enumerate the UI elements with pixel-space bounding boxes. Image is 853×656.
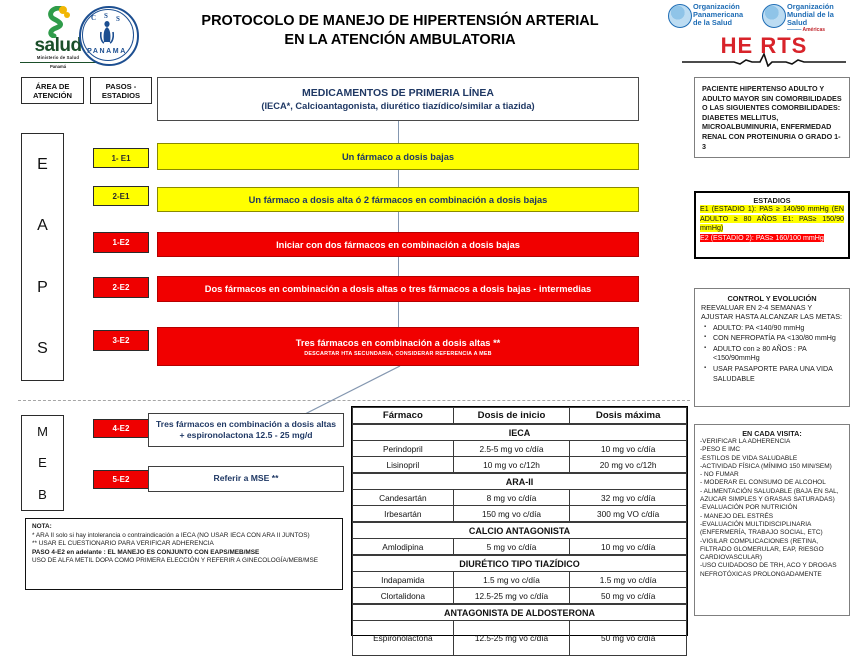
flow-step3-label: Iniciar con dos fármacos en combinación a dosis bajas [276,239,520,250]
css-country-label: PANAMA [87,48,127,55]
dose-max: 300 mg VO c/día [570,506,687,523]
eaps-letter: S [37,340,48,358]
dose-start: 12.5-25 mg vo c/día [453,588,570,605]
paho-line1: Organización [693,2,740,11]
visita-item: -VIGILAR COMPLICACIONES (RETINA, FILTRADO GLOMERULAR, EAP, RIESGO CARDIOVASCULAR) [700,537,824,562]
connector-step1-to-step2 [398,170,399,187]
control-item: ▪ CON NEFROPATÍA PA <130/80 mmHg [713,334,843,344]
flow-box-meb-step4[interactable] [148,413,344,447]
visita-item: -PESO E IMC [700,446,741,454]
panel-control-evolucion [694,288,850,407]
eaps-letter: E [37,155,48,173]
paho-text [693,3,743,28]
flow-box-step1[interactable] [157,143,639,170]
control-item: ▪ ADULTO con ≥ 80 AÑOS : PA <150/90mmHg [713,345,843,364]
table-row [353,572,687,588]
flow-box-first-line-medications[interactable] [157,77,639,121]
page-title-line1: PROTOCOLO DE MANEJO DE HIPERTENSIÓN ARTERIAL [201,13,599,29]
dose-max: 10 mg vo c/día [570,441,687,457]
dose-max: 20 mg vo c/12h [570,457,687,474]
drug-dosage-table [351,406,688,643]
dose-start: 12.5-25 mg vo c/día [453,621,570,656]
paho-line3: de la Salud [693,18,733,28]
step-chip-5-e2[interactable]: 5-E2 [93,470,149,489]
flow-box-step3[interactable] [157,232,639,257]
who-globe-icon [762,4,786,28]
salud-wordmark: salud [34,35,82,56]
connector-step4-to-step5 [398,302,399,327]
drug-name: Amlodipina [353,539,454,556]
ecg-line-icon [682,53,846,67]
nota-title: NOTA: [32,523,52,530]
panel-visita-title: EN CADA VISITA: [742,429,802,438]
column-header-pasos [90,77,152,104]
panel-control-list [701,324,843,385]
table-header-farmaco: Fármaco [353,408,454,425]
visita-item: -ESTILOS DE VIDA SALUDABLE [700,454,798,462]
control-item: ▪ USAR PASAPORTE PARA UNA VIDA SALUDABLE [713,365,843,384]
nota-line-3: PASO 4-E2 en adelante : EL MANEJO ES CONJUNTO CON EAPS/MEB/MSE [32,548,260,556]
dose-max: 50 mg vo c/día [570,588,687,605]
panel-en-cada-visita [694,424,850,616]
table-row [353,441,687,457]
flow-box-step4[interactable] [157,276,639,302]
table-row [353,539,687,556]
page-title-line2: EN LA ATENCIÓN AMBULATORIA [284,32,516,48]
step-chip-3-e2[interactable]: 3-E2 [93,330,149,351]
panel-control-title: CONTROL Y EVOLUCIÓN [727,294,817,303]
css-letter-c: C [91,14,97,22]
caduceus-hands-icon [100,20,114,46]
panel-estadios-title: ESTADIOS [753,196,791,205]
css-panama-logo [75,4,137,64]
meb-letter: M [37,424,48,440]
drug-name: Irbesartán [353,506,454,523]
meb-letter: B [38,486,47,502]
nota-line-4: USO DE ALFA METIL DOPA COMO PRIMERA ELECCIÓN Y REFERIR A GINECOLOGÍA/MEB/MSE [32,557,318,565]
panel-paciente-text: PACIENTE HIPERTENSO ADULTO Y ADULTO MAYOR SIN COMORBILIDADES O LAS SIGUIENTES COMORBILIDADES: DIABETES MELLITUS, MICROALBUMINURIA, ENFERMEDAD RENAL CON PROTEINURIA O GRADO 1-3 [702,84,842,151]
visita-item: -EVALUACIÓN POR NUTRICIÓN [700,504,798,512]
table-row [353,588,687,605]
drug-name: Candesartán [353,490,454,506]
flow-step5-sublabel: DESCARTAR HTA SECUNDARIA, CONSIDERAR REFERENCIA A MEB [304,350,492,357]
drug-name: Lisinopril [353,457,454,474]
group-label-diuretico: DIURÉTICO TIPO TIAZÍDICO [353,555,687,572]
table-group-row [353,424,687,441]
group-label-ara2: ARA-II [353,473,687,490]
panel-estadios-e2: E2 (ESTADIO 2): PAS≥ 160/100 mmHg [700,233,824,242]
table-row [353,457,687,474]
group-label-ieca: IECA [353,424,687,441]
panel-estadios [694,191,850,259]
flow-step4-label: Dos fármacos en combinación a dosis altas o tres fármacos a dosis bajas - intermedias [204,284,592,294]
step-chip-2-e2[interactable]: 2-E2 [93,277,149,298]
panel-estadios-e1: E1 (ESTADIO 1): PAS ≥ 140/90 mmHg (EN ADULTO ≥ 80 AÑOS E1: PAS≥ 150/90 mmHg) [700,205,844,233]
flow-box-meb-step5[interactable] [148,466,344,492]
hearts-wordmark: HE RTS [720,33,808,58]
table-row [353,490,687,506]
panel-paciente-hipertenso [694,77,850,158]
area-column-eaps [21,133,64,381]
drug-name: Espironolactona [353,621,454,656]
dose-start: 5 mg vo c/día [453,539,570,556]
control-item: ▪ ADULTO: PA <140/90 mmHg [713,324,843,334]
table-group-row [353,522,687,539]
group-label-aldosterona: ANTAGONISTA DE ALDOSTERONA [353,604,687,621]
snake-rod-icon [40,6,76,38]
css-letter-s2: S [116,15,120,23]
dose-start: 1.5 mg vo c/día [453,572,570,588]
hearts-logo [676,33,852,67]
paho-globe-icon [668,4,692,28]
step-chip-1-e1[interactable]: 1- E1 [93,148,149,168]
paho-logo [668,3,760,33]
step-chip-2-e1[interactable]: 2-E1 [93,186,149,206]
dose-max: 1.5 mg vo c/día [570,572,687,588]
drug-name: Perindopril [353,441,454,457]
flow-meb2-label: Referir a MSE ** [213,473,279,484]
who-americas-label: ——— Américas [787,27,826,33]
page-header [0,0,853,68]
dose-max: 32 mg vo c/día [570,490,687,506]
visita-item: - MODERAR EL CONSUMO DE ALCOHOL [700,479,826,487]
flow-box-step2[interactable] [157,187,639,212]
panel-control-intro: REEVALUAR EN 2-4 SEMANAS Y AJUSTAR HASTA ALCANZAR LAS METAS: [701,303,842,322]
table-group-row [353,555,687,572]
salud-country-text: Panamá [20,62,96,69]
drug-name: Clortalidona [353,588,454,605]
column-header-pasos-label: PASOS - ESTADIOS [101,81,141,100]
flow-box-step5[interactable] [157,327,639,366]
eaps-letter: A [37,217,48,235]
nota-box [25,518,343,590]
section-divider [18,400,690,401]
nota-line-2: ** USAR EL CUESTIONARIO PARA VERIFICAR ADHERENCIA [32,540,214,548]
dose-max: 50 mg vo c/día [570,621,687,656]
dose-start: 8 mg vo c/día [453,490,570,506]
group-label-calcio: CALCIO ANTAGONISTA [353,522,687,539]
dose-max: 10 mg vo c/día [570,539,687,556]
css-letter-s1: S [104,12,108,20]
who-line1: Organización [787,2,834,11]
paho-line2: Panamericana [693,10,744,20]
visita-item: -USO CUIDADOSO DE TRH, ACO Y DROGAS NEFROTÓXICAS PROLONGADAMENTE [700,562,837,578]
eaps-letter: P [37,278,48,296]
dose-start: 10 mg vo c/12h [453,457,570,474]
table-group-row [353,473,687,490]
dose-start: 150 mg vo c/día [453,506,570,523]
who-logo [762,3,852,35]
flow-step2-label: Un fármaco a dosis alta ó 2 fármacos en combinación a dosis bajas [248,194,548,205]
flow-head-subtitle: (IECA*, Calcioantagonista, diurético tiazídico/similar a tiazida) [261,100,535,111]
visita-item: - ALIMENTACIÓN SALUDABLE (BAJA EN SAL, AZUCAR SIMPLES Y GRASAS SATURADAS) [700,487,839,504]
who-text [787,3,852,28]
step-chip-4-e2[interactable]: 4-E2 [93,419,149,438]
flow-step1-label: Un fármaco a dosis bajas [341,151,455,162]
visita-item: -EVALUACIÓN MULTIDISCIPLINARIA (ENFERMERÍA, TRABAJO SOCIAL, ETC) [700,520,823,537]
table-header-dosis-maxima: Dosis máxima [570,408,687,425]
meb-letter: E [38,455,47,471]
nota-line-1: * ARA II solo si hay intolerancia o contraindicación a IECA (NO USAR IECA CON ARA II JUNTOS) [32,531,310,539]
visita-item: -ACTIVIDAD FÍSICA (MÍNIMO 150 MIN/SEM) [700,462,832,470]
drug-name: Indapamida [353,572,454,588]
salud-ministry-text: Ministerio de Salud [36,55,80,60]
dose-start: 2.5-5 mg vo c/día [453,441,570,457]
connector-head-to-step1 [398,121,399,143]
table-header-row [353,408,687,425]
who-line2: Mundial de la Salud [787,10,834,28]
table-row [353,621,687,656]
flow-step5-label: Tres fármacos en combinación a dosis altas ** [295,337,501,348]
page-title [160,12,640,50]
connector-step3-to-step4 [398,257,399,276]
table-header-dosis-inicio: Dosis de inicio [453,408,570,425]
column-header-area [21,77,84,104]
area-column-meb [21,415,64,511]
connector-step2-to-step3 [398,212,399,232]
table-row [353,506,687,523]
flow-head-title: MEDICAMENTOS DE PRIMERIA LÍNEA [302,86,494,99]
step-chip-1-e2[interactable]: 1-E2 [93,232,149,253]
column-header-area-label: ÁREA DE ATENCIÓN [32,81,73,100]
drug-table [352,407,687,656]
visita-item: - MANEJO DEL ESTRÉS [700,512,774,520]
table-group-row [353,604,687,621]
flow-meb1-label: Tres fármacos en combinación a dosis altas + espironolactona 12.5 - 25 mg/d [155,418,337,440]
visita-item: -VERIFICAR LA ADHERENCIA [700,438,791,445]
visita-item: - NO FUMAR [700,471,739,479]
